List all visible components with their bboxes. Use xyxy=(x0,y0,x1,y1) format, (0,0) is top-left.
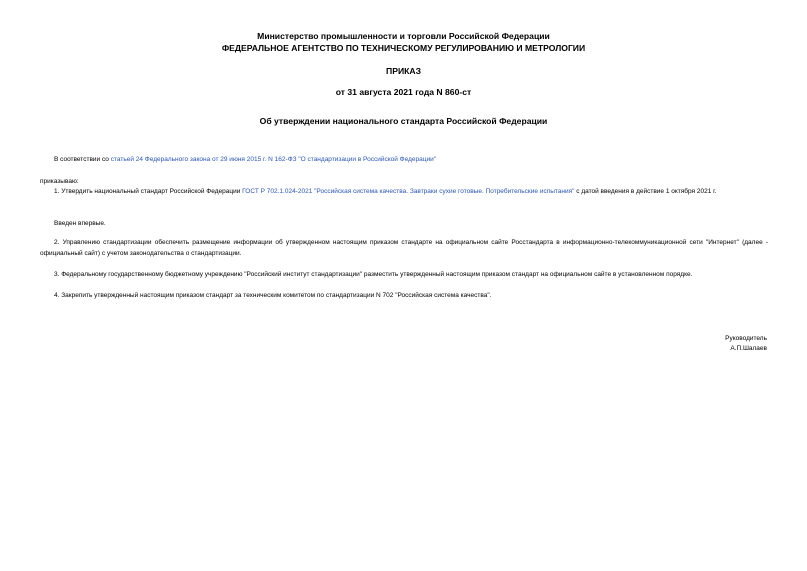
item-2-paragraph: 2. Управлению стандартизации обеспечить размещение информации об утвержденном настоящим приказом стандарте на официальном сайте Росстандарта в информационно-телекоммуникационной сети "Интернет" (далее - официальный сайт) с учетом законодательства о стандартизации. xyxy=(40,239,768,257)
item-4-paragraph: 4. Закрепить утвержденный настоящим приказом стандарт за техническим комитетом по стандартизации N 702 "Российская система качества". xyxy=(54,292,492,299)
signature-name: А.П.Шалаев xyxy=(730,345,767,352)
preamble-paragraph xyxy=(40,155,770,166)
item-1-paragraph xyxy=(40,187,768,198)
preamble-prefix: В соответствии со xyxy=(54,156,111,163)
introduced-note: Введен впервые. xyxy=(54,220,106,227)
ministry-name: Министерство промышленности и торговли Российской Федерации xyxy=(257,31,550,41)
law-article-link[interactable]: статьей 24 Федерального закона от 29 июня 2015 г. N 162-ФЗ "О стандартизации в Российской Федерации" xyxy=(110,156,437,163)
document-title: Об утверждении национального стандарта Российской Федерации xyxy=(259,116,548,126)
standard-link[interactable]: ГОСТ Р 702.1.024-2021 "Российская система качества. Завтраки сухие готовые. Потребительские испытания" xyxy=(242,188,575,195)
signature-position: Руководитель xyxy=(725,335,767,342)
agency-name: ФЕДЕРАЛЬНОЕ АГЕНТСТВО ПО ТЕХНИЧЕСКОМУ РЕГУЛИРОВАНИЮ И МЕТРОЛОГИИ xyxy=(221,43,586,53)
document-type: ПРИКАЗ xyxy=(386,66,421,76)
document-date-number: от 31 августа 2021 года N 860-ст xyxy=(335,87,472,97)
item-1-prefix: 1. Утвердить национальный стандарт Российской Федерации xyxy=(54,188,243,195)
item-3-paragraph: 3. Федеральному государственному бюджетному учреждению "Российский институт стандартизации" разместить утвержденный настоящим приказом стандарт на официальном сайте в установленном порядке. xyxy=(54,271,693,278)
item-1-suffix: с датой введения в действие 1 октября 2021 г. xyxy=(574,188,717,195)
order-word: приказываю: xyxy=(40,178,79,185)
